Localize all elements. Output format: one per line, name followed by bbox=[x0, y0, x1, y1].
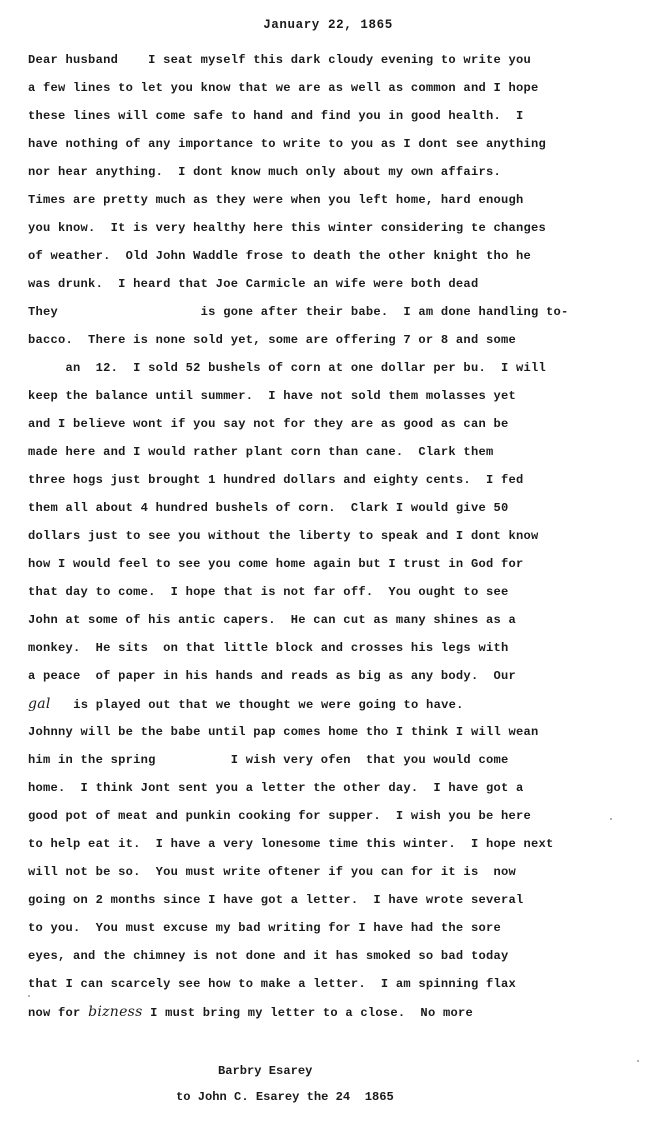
letter-line: Johnny will be the babe until pap comes home tho I think I will wean bbox=[28, 725, 539, 739]
letter-line: him in the spring I wish very ofen that you would come bbox=[28, 753, 509, 767]
letter-line: a few lines to let you know that we are as well as common and I hope bbox=[28, 81, 539, 95]
letter-line: John at some of his antic capers. He can cut as many shines as a bbox=[28, 613, 516, 627]
letter-line: an 12. I sold 52 bushels of corn at one dollar per bu. I will bbox=[28, 361, 547, 375]
letter-line: nor hear anything. I dont know much only about my own affairs. bbox=[28, 165, 501, 179]
letter-line: how I would feel to see you come home again but I trust in God for bbox=[28, 557, 524, 571]
letter-line: keep the balance until summer. I have not sold them molasses yet bbox=[28, 389, 516, 403]
letter-line: monkey. He sits on that little block and crosses his legs with bbox=[28, 641, 509, 655]
paper-speck bbox=[610, 818, 612, 820]
letter-line: They is gone after their babe. I am done handling to- bbox=[28, 305, 569, 319]
letter-line: Dear husband I seat myself this dark cloudy evening to write you bbox=[28, 53, 531, 67]
letter-line bbox=[28, 1026, 628, 1054]
letter-line-handwritten-bizness bbox=[28, 998, 628, 1026]
letter-line: to help eat it. I have a very lonesome time this winter. I hope next bbox=[28, 837, 554, 851]
letter-line: you know. It is very healthy here this winter considering te changes bbox=[28, 221, 547, 235]
handwritten-word-gal: gal bbox=[28, 696, 51, 712]
letter-line: these lines will come safe to hand and find you in good health. I bbox=[28, 109, 524, 123]
letter-line-text-prefix: now for bbox=[28, 1006, 89, 1020]
letter-line: was drunk. I heard that Joe Carmicle an wife were both dead bbox=[28, 277, 479, 291]
letter-line: that day to come. I hope that is not far off. You ought to see bbox=[28, 585, 509, 599]
paper-speck bbox=[28, 995, 30, 997]
letter-body bbox=[28, 46, 628, 1054]
letter-line: have nothing of any importance to write to you as I dont see anything bbox=[28, 137, 547, 151]
letter-line: three hogs just brought 1 hundred dollars and eighty cents. I fed bbox=[28, 473, 524, 487]
letter-line: eyes, and the chimney is not done and it has smoked so bad today bbox=[28, 949, 509, 963]
signature-name: Barbry Esarey bbox=[218, 1064, 313, 1078]
letter-line: dollars just to see you without the liberty to speak and I dont know bbox=[28, 529, 539, 543]
signature-block bbox=[28, 1058, 628, 1110]
letter-line: and I believe wont if you say not for they are as good as can be bbox=[28, 417, 509, 431]
letter-line-text: is played out that we thought we were going to have. bbox=[50, 698, 464, 712]
paper-speck bbox=[637, 1060, 639, 1062]
letter-line: going on 2 months since I have got a letter. I have wrote several bbox=[28, 893, 524, 907]
letter-line-text-suffix: I must bring my letter to a close. No more bbox=[142, 1006, 473, 1020]
letter-line: them all about 4 hundred bushels of corn. Clark I would give 50 bbox=[28, 501, 509, 515]
letter-date: January 22, 1865 bbox=[263, 18, 393, 32]
letter-line: a peace of paper in his hands and reads as big as any body. Our bbox=[28, 669, 516, 683]
letter-line: of weather. Old John Waddle frose to death the other knight tho he bbox=[28, 249, 531, 263]
letter-line: home. I think Jont sent you a letter the other day. I have got a bbox=[28, 781, 524, 795]
letter-line: will not be so. You must write oftener if you can for it is now bbox=[28, 865, 516, 879]
handwritten-word-bizness: bizness bbox=[88, 1004, 143, 1020]
letter-line: made here and I would rather plant corn than cane. Clark them bbox=[28, 445, 494, 459]
letter-line: good pot of meat and punkin cooking for supper. I wish you be here bbox=[28, 809, 531, 823]
letter-line: to you. You must excuse my bad writing for I have had the sore bbox=[28, 921, 501, 935]
signature-addressee: to John C. Esarey the 24 1865 bbox=[176, 1090, 394, 1104]
letter-line: Times are pretty much as they were when you left home, hard enough bbox=[28, 193, 524, 207]
letter-line-handwritten-gal bbox=[28, 690, 628, 718]
letter-line: that I can scarcely see how to make a letter. I am spinning flax bbox=[28, 977, 516, 991]
letter-line: bacco. There is none sold yet, some are offering 7 or 8 and some bbox=[28, 333, 516, 347]
